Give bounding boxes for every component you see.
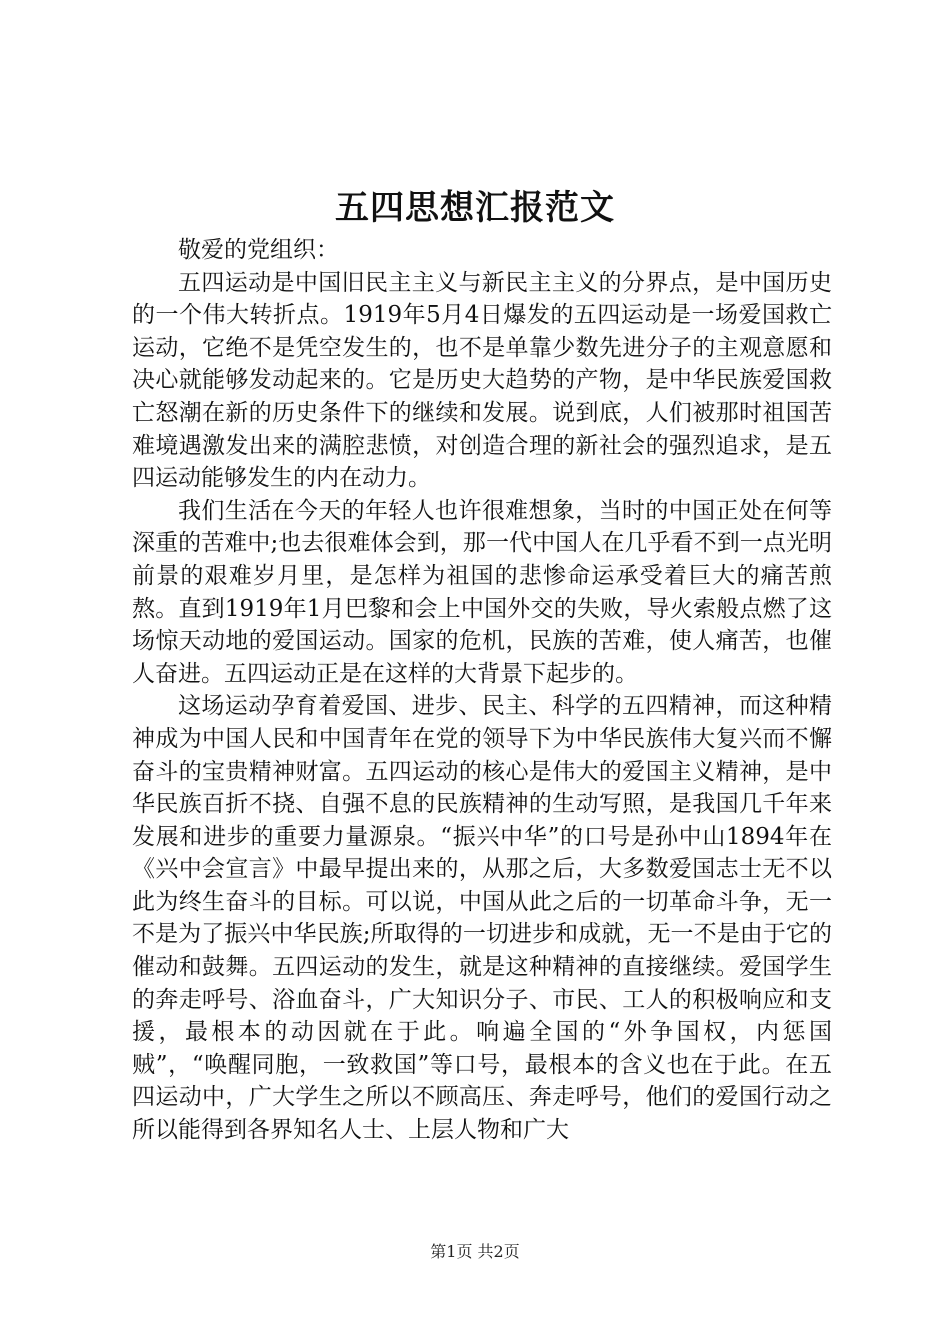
paragraph-2: 我们生活在今天的年轻人也许很难想象，当时的中国正处在何等深重的苦难中;也去很难体会到，那一代中国人在几乎看不到一点光明前景的艰难岁月里，是怎样为祖国的悲惨命运承受着巨大的痛苦煎熬。直到1919年1月巴黎和会上中国外交的失败，导火索般点燃了这场惊天动地的爱国运动。国家的危机，民族的苦难，使人痛苦，也催人奋进。五四运动正是在这样的大背景下起步的。 bbox=[132, 497, 832, 687]
salutation: 敬爱的党组织： bbox=[178, 237, 339, 263]
paragraph-3: 这场运动孕育着爱国、进步、民主、科学的五四精神，而这种精神成为中国人民和中国青年在党的领导下为中华民族伟大复兴而不懈奋斗的宝贵精神财富。五四运动的核心是伟大的爱国主义精神，是中华民族百折不挠、自强不息的民族精神的生动写照，是我国几千年来发展和进步的重要力量源泉。“振兴中华”的口号是孙中山1894年在《兴中会宣言》中最早提出来的，从那之后，大多数爱国志士无不以此为终生奋斗的目标。可以说，中国从此之后的一切革命斗争，无一不是为了振兴中华民族;所取得的一切进步和成就，无一不是由于它的催动和鼓舞。五四运动的发生，就是这种精神的直接继续。爱国学生的奔走呼号、浴血奋斗，广大知识分子、市民、工人的积极响应和支援，最根本的动因就在于此。响遍全国的“外争国权，内惩国贼”，“唤醒同胞，一致救国”等口号，最根本的含义也在于此。在五四运动中，广大学生之所以不顾高压、奔走呼号，他们的爱国行动之所以能得到各界知名人士、上层人物和广大 bbox=[132, 693, 832, 1144]
paragraph-1: 五四运动是中国旧民主主义与新民主主义的分界点，是中国历史的一个伟大转折点。1919年5月4日爆发的五四运动是一场爱国救亡运动，它绝不是凭空发生的，也不是单靠少数先进分子的主观意愿和决心就能够发动起来的。它是历史大趋势的产物，是中华民族爱国救亡怒潮在新的历史条件下的继续和发展。说到底，人们被那时祖国苦难境遇激发出来的满腔悲愤，对创造合理的新社会的强烈追求，是五四运动能够发生的内在动力。 bbox=[132, 269, 832, 492]
document-title: 五四思想汇报范文 bbox=[335, 188, 615, 228]
page-number-footer: 第1页 共2页 bbox=[430, 1242, 520, 1261]
document-body bbox=[132, 234, 832, 1147]
